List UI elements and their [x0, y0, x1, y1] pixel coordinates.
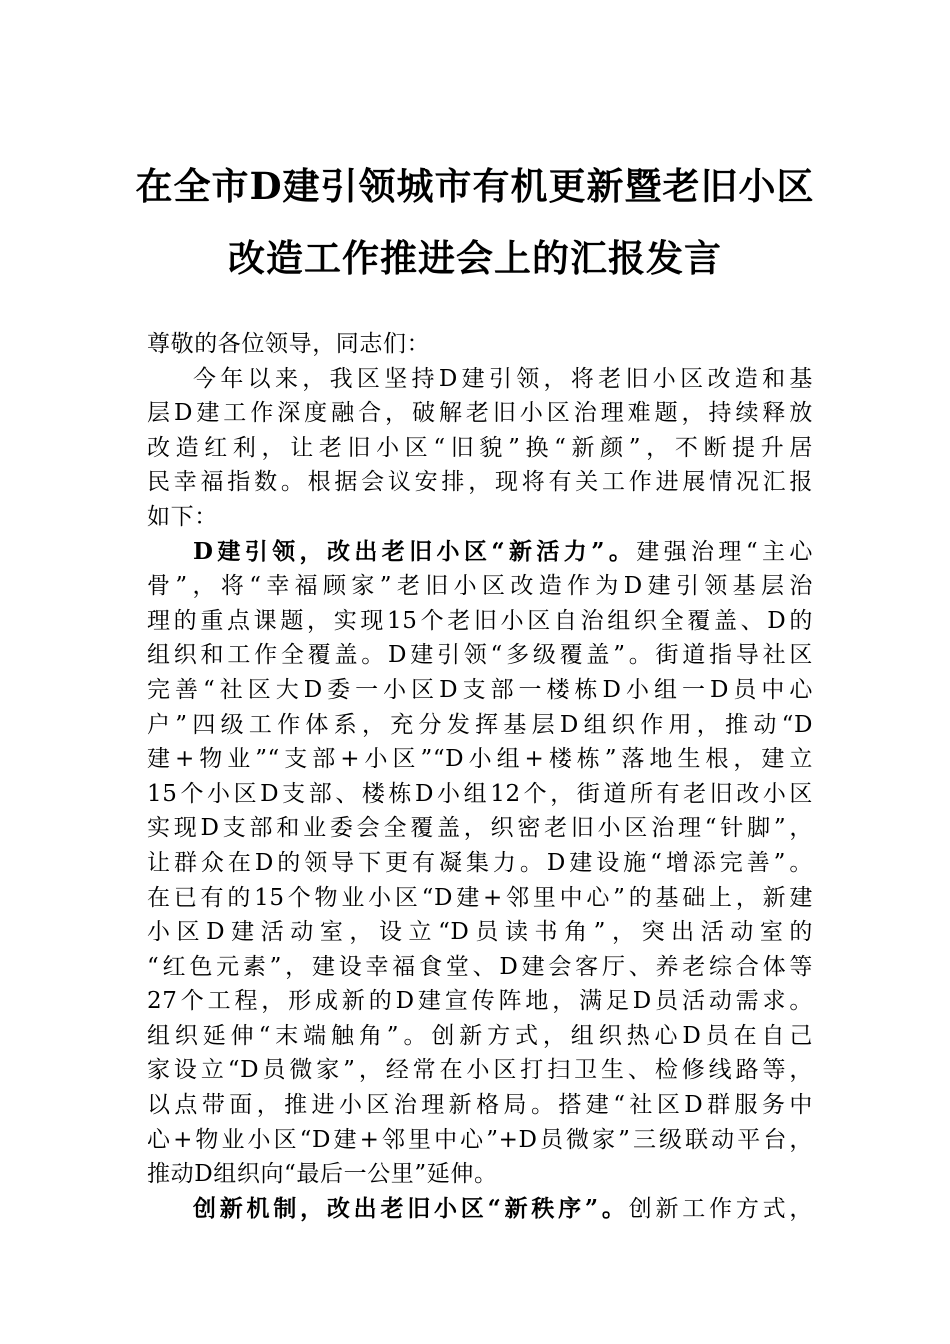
document-title-line-1: 在全市D建引领城市有机更新暨老旧小区	[135, 164, 815, 208]
text-line	[147, 1192, 813, 1227]
line-text: 实现D支部和业委会全覆盖，织密老旧小区治理“针脚”，	[147, 815, 813, 842]
text-line	[147, 465, 813, 500]
text-line	[147, 604, 813, 639]
text-line	[147, 569, 813, 604]
line-text: 心+物业小区“D建+邻里中心”+D员微家”三级联动平台，	[147, 1126, 813, 1153]
text-line	[147, 846, 813, 881]
line-text: 推动D组织向“最后一公里”延伸。	[147, 1161, 498, 1188]
line-text: 创新工作方式，	[628, 1195, 813, 1222]
line-text: 户”四级工作体系，充分发挥基层D组织作用，推动“D	[147, 711, 813, 738]
text-line	[147, 742, 813, 777]
line-text: 27个工程，形成新的D建宣传阵地，满足D员活动需求。	[147, 988, 813, 1015]
text-line	[147, 327, 813, 362]
text-line	[147, 396, 813, 431]
text-line	[147, 673, 813, 708]
line-text: 今年以来，我区坚持D建引领，将老旧小区改造和基	[193, 365, 813, 392]
text-line	[147, 915, 813, 950]
line-text: 小区D建活动室，设立“D员读书角”，突出活动室的	[147, 919, 813, 946]
text-line	[147, 362, 813, 397]
line-text: 如下：	[147, 503, 218, 530]
text-line	[147, 1157, 813, 1192]
text-line	[147, 950, 813, 985]
line-text: 完善“社区大D委一小区D支部一楼栋D小组一D员中心	[147, 676, 813, 703]
text-line	[147, 1053, 813, 1088]
line-text: 建+物业”“支部+小区”“D小组+楼栋”落地生根，建立	[147, 746, 813, 773]
text-line	[147, 1019, 813, 1054]
document-body	[147, 327, 813, 1226]
line-text: 以点带面，推进小区治理新格局。搭建“社区D群服务中	[147, 1092, 813, 1119]
section-heading: D建引领，改出老旧小区“新活力”。	[193, 537, 637, 565]
text-line	[147, 431, 813, 466]
line-text: 骨”，将“幸福顾家”老旧小区改造作为D建引领基层治	[147, 573, 813, 600]
line-text: “红色元素”，建设幸福食堂、D建会客厅、养老综合体等	[147, 953, 813, 980]
text-line	[147, 1088, 813, 1123]
text-line	[147, 500, 813, 535]
document-title-line-2: 改造工作推进会上的汇报发言	[228, 236, 722, 280]
line-text: 层D建工作深度融合，破解老旧小区治理难题，持续释放	[147, 400, 813, 427]
text-line	[147, 811, 813, 846]
line-text: 在已有的15个物业小区“D建+邻里中心”的基础上，新建	[147, 884, 813, 911]
line-text: 组织延伸“末端触角”。创新方式，组织热心D员在自己	[147, 1022, 813, 1049]
line-text: 家设立“D员微家”，经常在小区打扫卫生、检修线路等，	[147, 1057, 813, 1084]
line-text: 15个小区D支部、楼栋D小组12个，街道所有老旧改小区	[147, 780, 813, 807]
line-text: 理的重点课题，实现15个老旧小区自治组织全覆盖、D的	[147, 607, 813, 634]
line-text: 组织和工作全覆盖。D建引领“多级覆盖”。街道指导社区	[147, 642, 813, 669]
line-text: 改造红利，让老旧小区“旧貌”换“新颜”，不断提升居	[147, 434, 813, 461]
text-line	[147, 777, 813, 812]
text-line	[147, 1123, 813, 1158]
text-line	[147, 535, 813, 570]
text-line	[147, 638, 813, 673]
text-line	[147, 708, 813, 743]
line-text: 建强治理“主心	[636, 538, 813, 565]
line-text: 尊敬的各位领导，同志们：	[147, 331, 431, 357]
section-heading: 创新机制，改出老旧小区“新秩序”。	[193, 1194, 629, 1222]
text-line	[147, 984, 813, 1019]
text-line	[147, 881, 813, 916]
line-text: 让群众在D的领导下更有凝集力。D建设施“增添完善”。	[147, 849, 813, 876]
line-text: 民幸福指数。根据会议安排，现将有关工作进展情况汇报	[147, 469, 813, 496]
